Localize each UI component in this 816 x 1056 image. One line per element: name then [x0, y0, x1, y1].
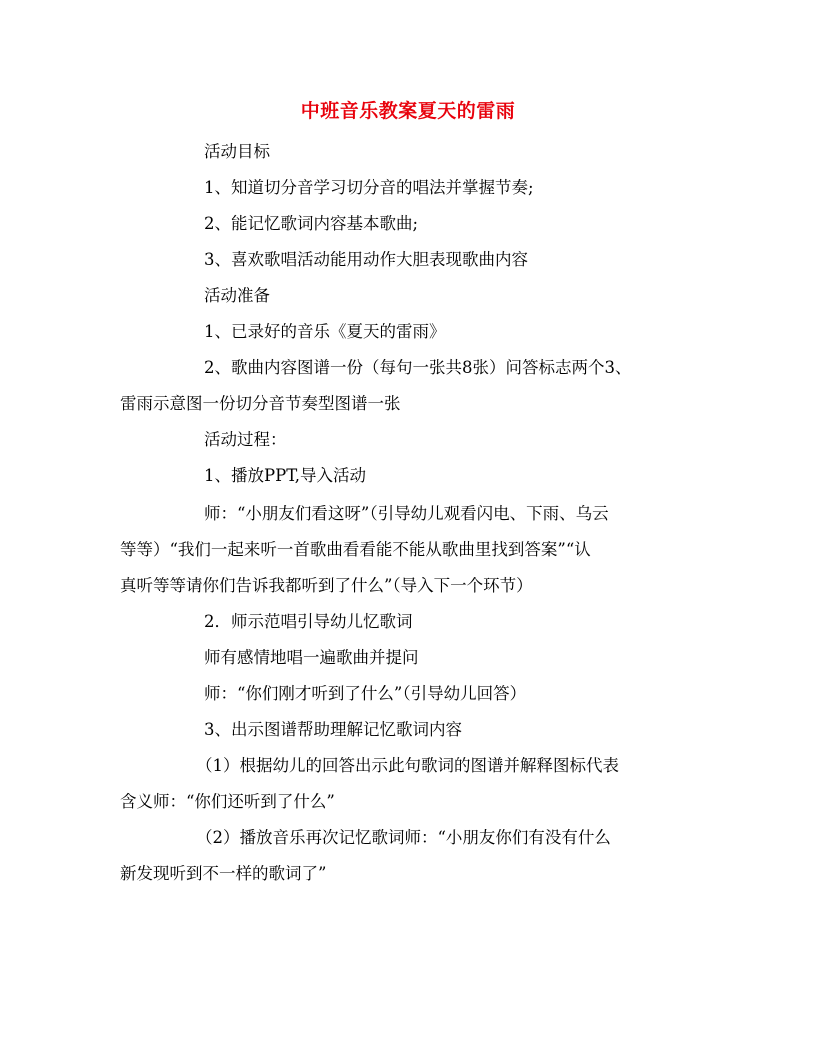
goal-item-2: 2、能记忆歌词内容基本歌曲; [204, 214, 419, 233]
section-heading-goals: 活动目标 [204, 142, 270, 161]
preparation-item-2-continued: 雷雨示意图一份切分音节奏型图谱一张 [120, 394, 401, 413]
paragraph-line: 等等）“我们一起来听一首歌曲看看能不能从歌曲里找到答案”“认 [120, 540, 591, 559]
process-step-2: 2．师示范唱引导幼儿忆歌词 [204, 612, 413, 631]
section-heading-process: 活动过程： [204, 430, 287, 449]
paragraph-line: 师：“你们刚才听到了什么”（引导幼儿回答） [204, 684, 527, 703]
section-heading-preparation: 活动准备 [204, 286, 270, 305]
goal-item-3: 3、喜欢歌唱活动能用动作大胆表现歌曲内容 [204, 250, 528, 269]
paragraph-line: 师有感情地唱一遍歌曲并提问 [204, 648, 419, 667]
process-step-1: 1、播放PPT,导入活动 [204, 466, 367, 485]
paragraph-line: 新发现听到不一样的歌词了” [120, 864, 327, 883]
preparation-item-1: 1、已录好的音乐《夏天的雷雨》 [204, 322, 446, 341]
paragraph-line: 含义师：“你们还听到了什么” [120, 792, 335, 811]
document-title: 中班音乐教案夏天的雷雨 [300, 100, 516, 122]
sub-step-1: （1）根据幼儿的回答出示此句歌词的图谱并解释图标代表 [196, 756, 619, 775]
preparation-item-2: 2、歌曲内容图谱一份（每句一张共8张）问答标志两个3、 [204, 358, 632, 377]
goal-item-1: 1、知道切分音学习切分音的唱法并掌握节奏; [204, 178, 534, 197]
paragraph-line: 师：“小朋友们看这呀”（引导幼儿观看闪电、下雨、乌云 [204, 504, 609, 523]
process-step-3: 3、出示图谱帮助理解记忆歌词内容 [204, 720, 462, 739]
sub-step-2: （2）播放音乐再次记忆歌词师：“小朋友你们有没有什么 [196, 828, 611, 847]
paragraph-line: 真听等等请你们告诉我都听到了什么”（导入下一个环节） [120, 576, 533, 595]
